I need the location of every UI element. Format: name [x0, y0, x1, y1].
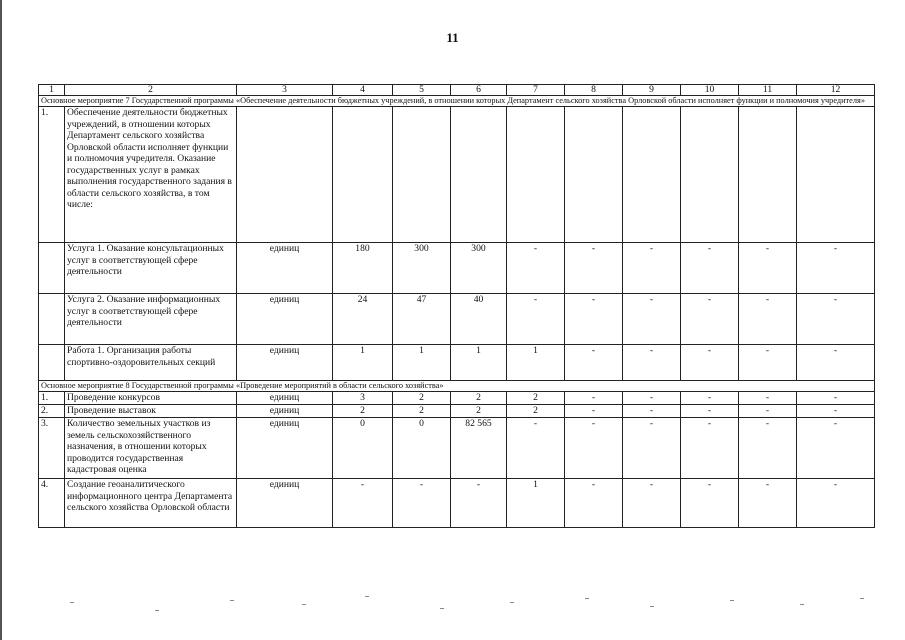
- row-value-col-4: 0: [333, 418, 393, 479]
- row-name: Создание геоаналитического информационного центра Департамента сельского хозяйства Орловской области: [65, 479, 237, 528]
- scan-mark: [585, 598, 589, 599]
- row-value-col-10: -: [681, 392, 739, 405]
- row-unit: единиц: [237, 345, 333, 381]
- row-value-col-5: 300: [393, 243, 451, 294]
- row-value-col-7: [507, 107, 565, 243]
- scan-mark: [800, 604, 804, 605]
- row-value-col-10: -: [681, 294, 739, 345]
- row-number: [39, 294, 65, 345]
- header-col-5: 5: [393, 85, 451, 96]
- scan-mark: [302, 604, 306, 605]
- header-col-7: 7: [507, 85, 565, 96]
- section-title-1: Основное мероприятие 7 Государственной программы «Обеспечение деятельности бюджетных учреждений, в отношении которых Департамент сельского хозяйства Орловской области исполняет функции и полномочия учредителя»: [39, 96, 875, 107]
- row-name: Количество земельных участков из земель сельскохозяйственного назначения, в отношении которых проводится государственная кадастровая оценка: [65, 418, 237, 479]
- table-row: [39, 345, 875, 381]
- header-col-8: 8: [565, 85, 623, 96]
- row-value-col-6: 2: [451, 405, 507, 418]
- row-value-col-10: -: [681, 345, 739, 381]
- row-number: 1.: [39, 392, 65, 405]
- row-value-col-11: -: [739, 345, 797, 381]
- row-value-col-10: -: [681, 405, 739, 418]
- row-value-col-8: -: [565, 405, 623, 418]
- row-value-col-4: -: [333, 479, 393, 528]
- row-value-col-5: [393, 107, 451, 243]
- page-left-edge: [0, 0, 2, 640]
- table-row: [39, 418, 875, 479]
- row-name: Проведение конкурсов: [65, 392, 237, 405]
- row-value-col-8: -: [565, 243, 623, 294]
- row-value-col-6: [451, 107, 507, 243]
- row-name: Проведение выставок: [65, 405, 237, 418]
- row-value-col-8: -: [565, 392, 623, 405]
- row-value-col-11: -: [739, 418, 797, 479]
- header-col-10: 10: [681, 85, 739, 96]
- row-unit: единиц: [237, 294, 333, 345]
- row-unit: единиц: [237, 405, 333, 418]
- scan-mark: [440, 608, 444, 609]
- row-number: 4.: [39, 479, 65, 528]
- row-value-col-9: [623, 107, 681, 243]
- row-value-col-7: 1: [507, 345, 565, 381]
- row-value-col-4: [333, 107, 393, 243]
- indicators-table: [38, 84, 875, 528]
- row-value-col-7: -: [507, 418, 565, 479]
- row-value-col-12: -: [797, 243, 875, 294]
- row-number: 2.: [39, 405, 65, 418]
- row-value-col-11: -: [739, 405, 797, 418]
- row-value-col-9: -: [623, 294, 681, 345]
- row-value-col-12: -: [797, 405, 875, 418]
- header-col-3: 3: [237, 85, 333, 96]
- header-col-11: 11: [739, 85, 797, 96]
- scan-mark: [730, 600, 734, 601]
- page-number: 11: [446, 30, 459, 45]
- row-value-col-4: 180: [333, 243, 393, 294]
- scan-mark: [70, 602, 74, 603]
- row-value-col-8: -: [565, 479, 623, 528]
- row-value-col-4: 2: [333, 405, 393, 418]
- header-col-12: 12: [797, 85, 875, 96]
- row-value-col-9: -: [623, 345, 681, 381]
- scan-mark: [510, 602, 514, 603]
- row-value-col-7: -: [507, 243, 565, 294]
- row-value-col-11: -: [739, 392, 797, 405]
- row-value-col-7: -: [507, 294, 565, 345]
- header-col-2: 2: [65, 85, 237, 96]
- table-row: [39, 243, 875, 294]
- row-value-col-9: -: [623, 243, 681, 294]
- table-row: [39, 479, 875, 528]
- row-value-col-8: -: [565, 418, 623, 479]
- row-unit: единиц: [237, 418, 333, 479]
- row-name: Услуга 2. Оказание информационных услуг в соответствующей сфере деятельности: [65, 294, 237, 345]
- header-col-6: 6: [451, 85, 507, 96]
- row-value-col-12: -: [797, 345, 875, 381]
- section-title-2: Основное мероприятие 8 Государственной программы «Проведение мероприятий в области сельского хозяйства»: [39, 381, 875, 392]
- row-value-col-5: 2: [393, 392, 451, 405]
- row-value-col-11: [739, 107, 797, 243]
- row-value-col-10: -: [681, 418, 739, 479]
- row-value-col-12: -: [797, 294, 875, 345]
- header-row: [39, 85, 875, 96]
- row-value-col-11: -: [739, 243, 797, 294]
- section-row-2: [39, 381, 875, 392]
- row-value-col-6: -: [451, 479, 507, 528]
- row-value-col-5: 47: [393, 294, 451, 345]
- row-number: 3.: [39, 418, 65, 479]
- header-col-1: 1: [39, 85, 65, 96]
- row-value-col-12: [797, 107, 875, 243]
- row-value-col-12: -: [797, 479, 875, 528]
- row-value-col-6: 82 565: [451, 418, 507, 479]
- header-col-9: 9: [623, 85, 681, 96]
- row-value-col-11: -: [739, 294, 797, 345]
- row-number: 1.: [39, 107, 65, 243]
- row-value-col-4: 3: [333, 392, 393, 405]
- row-value-col-7: 2: [507, 392, 565, 405]
- row-number: [39, 243, 65, 294]
- footer-scan-marks: [40, 592, 870, 622]
- row-unit: [237, 107, 333, 243]
- row-value-col-5: 2: [393, 405, 451, 418]
- table-row: [39, 392, 875, 405]
- row-value-col-10: -: [681, 243, 739, 294]
- row-value-col-5: -: [393, 479, 451, 528]
- row-value-col-9: -: [623, 392, 681, 405]
- row-value-col-4: 24: [333, 294, 393, 345]
- header-col-4: 4: [333, 85, 393, 96]
- scan-mark: [155, 610, 159, 611]
- row-value-col-10: [681, 107, 739, 243]
- scan-mark: [860, 598, 864, 599]
- table-row: [39, 107, 875, 243]
- scan-mark: [230, 600, 234, 601]
- row-name: Услуга 1. Оказание консультационных услуг в соответствующей сфере деятельности: [65, 243, 237, 294]
- row-value-col-7: 1: [507, 479, 565, 528]
- row-value-col-5: 1: [393, 345, 451, 381]
- row-value-col-12: -: [797, 418, 875, 479]
- row-value-col-9: -: [623, 479, 681, 528]
- row-name: Работа 1. Организация работы спортивно-оздоровительных секций: [65, 345, 237, 381]
- row-unit: единиц: [237, 392, 333, 405]
- row-number: [39, 345, 65, 381]
- row-value-col-8: -: [565, 345, 623, 381]
- row-value-col-6: 2: [451, 392, 507, 405]
- row-value-col-10: -: [681, 479, 739, 528]
- row-value-col-6: 40: [451, 294, 507, 345]
- row-value-col-6: 1: [451, 345, 507, 381]
- row-value-col-6: 300: [451, 243, 507, 294]
- row-unit: единиц: [237, 479, 333, 528]
- row-value-col-4: 1: [333, 345, 393, 381]
- row-value-col-9: -: [623, 418, 681, 479]
- row-unit: единиц: [237, 243, 333, 294]
- row-value-col-5: 0: [393, 418, 451, 479]
- row-value-col-7: 2: [507, 405, 565, 418]
- row-value-col-9: -: [623, 405, 681, 418]
- row-value-col-11: -: [739, 479, 797, 528]
- row-value-col-8: -: [565, 294, 623, 345]
- scan-mark: [650, 606, 654, 607]
- row-name: Обеспечение деятельности бюджетных учреждений, в отношении которых Департамент сельского хозяйства Орловской области исполняет функции и полномочия учредителя. Оказание государственных услуг в рамках выполнения государственного задания в области сельского хозяйства, в том числе:: [65, 107, 237, 243]
- section-row-1: [39, 96, 875, 107]
- row-value-col-8: [565, 107, 623, 243]
- table-row: [39, 405, 875, 418]
- scan-mark: [365, 596, 369, 597]
- row-value-col-12: -: [797, 392, 875, 405]
- table-row: [39, 294, 875, 345]
